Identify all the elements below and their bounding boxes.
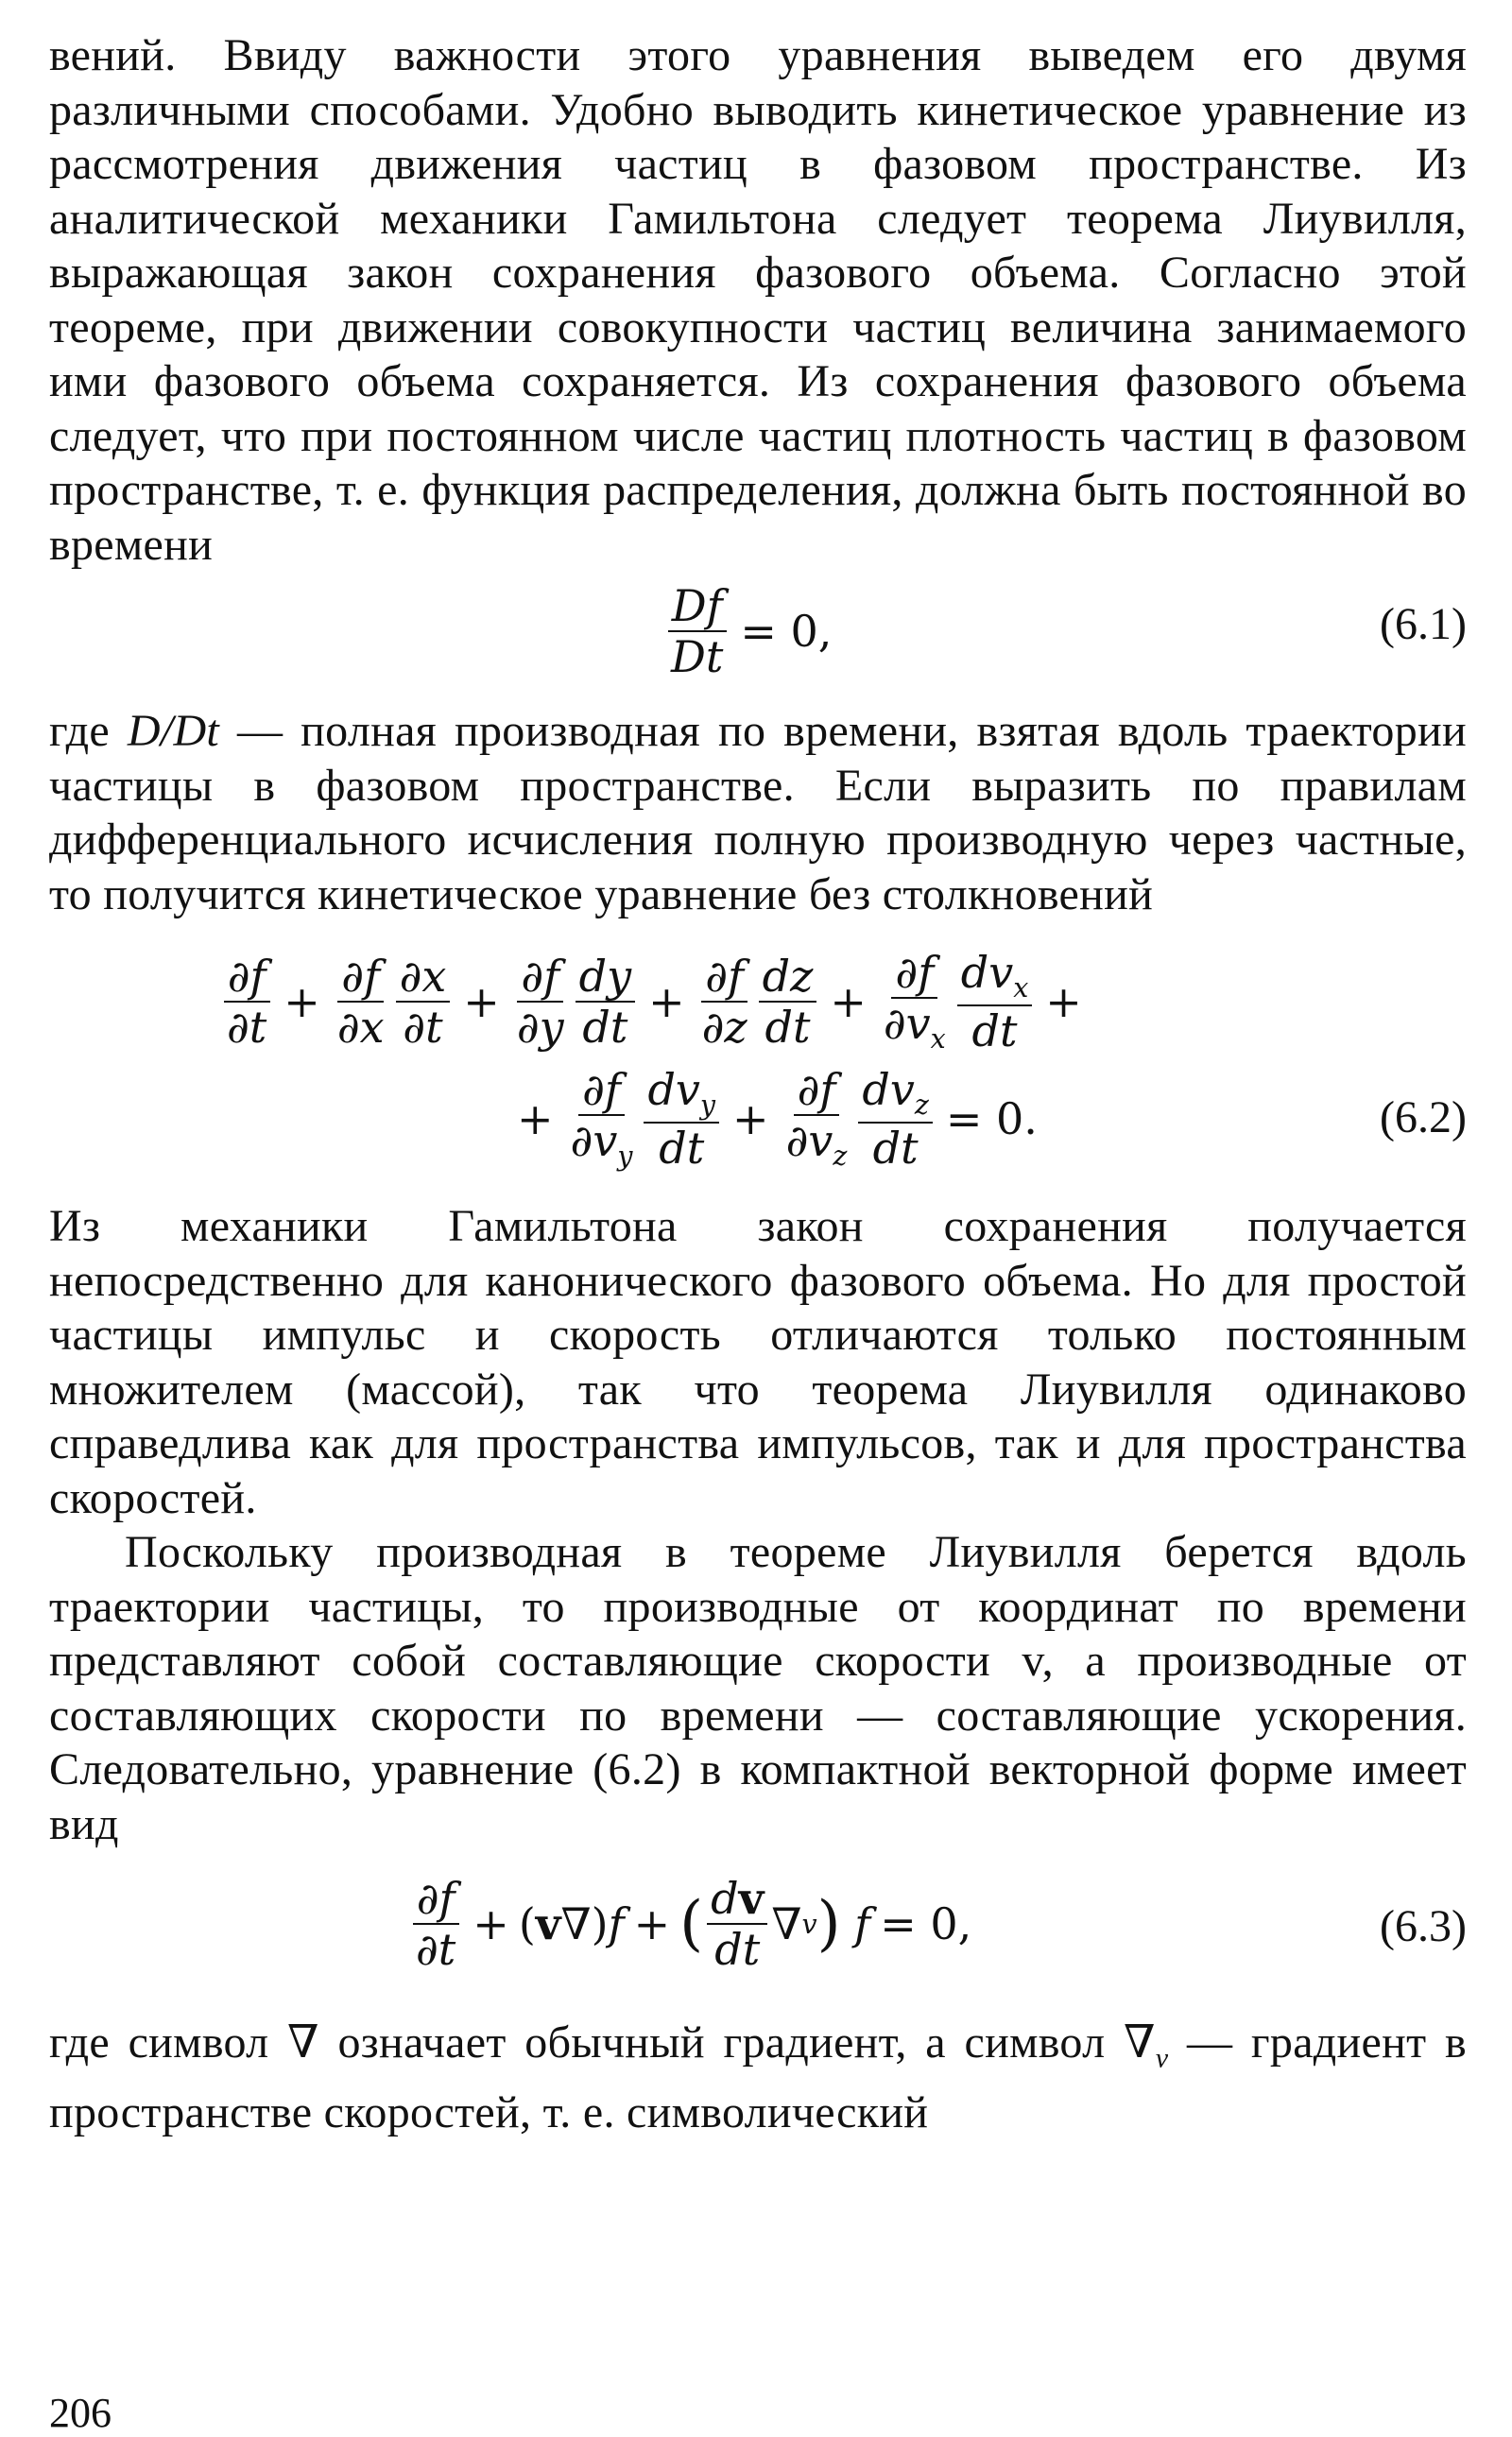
- equation-6-2: $\frac{\partial f}{\partial t}$ + $\frac{\partial f}{\partial x}$ $\frac{\partial x}{\partial t}$ + $\frac{\partial f}{\partial y}$ $\frac{dy}{dt}$ + $\frac{\partial f}{\partial z}$ $\frac{dz}{dt}$ + $\frac{\partial f}{\partial v_x}$ $\frac{dv_x}{dt}$ + + $\frac{\partial f}{\partial v_y}$ $\frac{dv_y}{dt}$ + $\frac{\partial f}{\partial v_z}$ $\frac{dv_z}{dt}$ = 0. (6.2): [49, 950, 1467, 1167]
- nabla-v-symbol: $\nabla_v$: [1123, 2017, 1169, 2074]
- page-number: 206: [49, 2390, 112, 2436]
- equation-6-3-label: (6.3): [1380, 1901, 1467, 1951]
- paragraph-4: Поскольку производная в теореме Лиувилля берется вдоль траектории частицы, то производные от координат по времени представляют собой составляющие скорости v, а производные от составляющих скорости по времени — составляющие ускорения. Следовательно, уравнение (6.2) в компактной векторной форме имеет вид: [49, 1527, 1467, 1849]
- page-content: [49, 28, 1467, 2139]
- paragraph-1: вений. Ввиду важности этого уравнения выведем его двумя различными способами. Удобно выводить кинетическое уравнение из рассмотрения движения частиц в фазовом пространстве. Из аналитической механики Гамильтона следует теорема Лиувилля, выражающая закон сохранения фазового объема. Согласно этой теореме, при движении совокупности частиц величина занимаемого ими фазового объема сохраняется. Из сохранения фазового объема следует, что при постоянном числе частиц плотность частиц в фазовом пространстве, т. е. функция распределения, должна быть постоянной во времени: [49, 30, 1467, 570]
- equation-6-2-label: (6.2): [1380, 1092, 1467, 1142]
- paragraph-3: Из механики Гамильтона закон сохранения получается непосредственно для канонического фазового объема. Но для простой частицы импульс и скорость отличаются только постоянным множителем (массой), так что теорема Лиувилля одинаково справедлива как для пространства импульсов, так и для пространства скоростей.: [49, 1201, 1467, 1523]
- paragraph-2-rest: — полная производная по времени, взятая вдоль траектории частицы в фазовом пространстве. Если выразить по правилам дифференциального исчисления полную производную через частные, то получится кинетическое уравнение без столкновений: [49, 706, 1467, 919]
- equation-6-3: $\frac{\partial f}{\partial t}$ + ( v ∇) f + ( $\frac{dv}{dt}$ ∇ v ) f = 0, (6.3): [49, 1868, 1467, 1991]
- paragraph-2-start: где: [49, 706, 128, 756]
- nabla-symbol: ∇: [287, 2017, 319, 2068]
- equation-6-1-label: (6.1): [1380, 599, 1467, 649]
- paragraph-2: [49, 704, 1467, 921]
- equation-6-1: $\frac{Df}{Dt}$ = 0, (6.1): [49, 577, 1467, 679]
- paragraph-5: [49, 2016, 1467, 2139]
- paragraph-5-start: где символ: [49, 2017, 288, 2068]
- paragraph-5-end: — градиент в пространстве скоростей, т. е. символический: [49, 2017, 1467, 2137]
- total-derivative-symbol: D/Dt: [127, 706, 220, 756]
- paragraph-5-mid: означает обычный градиент, а символ: [318, 2017, 1124, 2068]
